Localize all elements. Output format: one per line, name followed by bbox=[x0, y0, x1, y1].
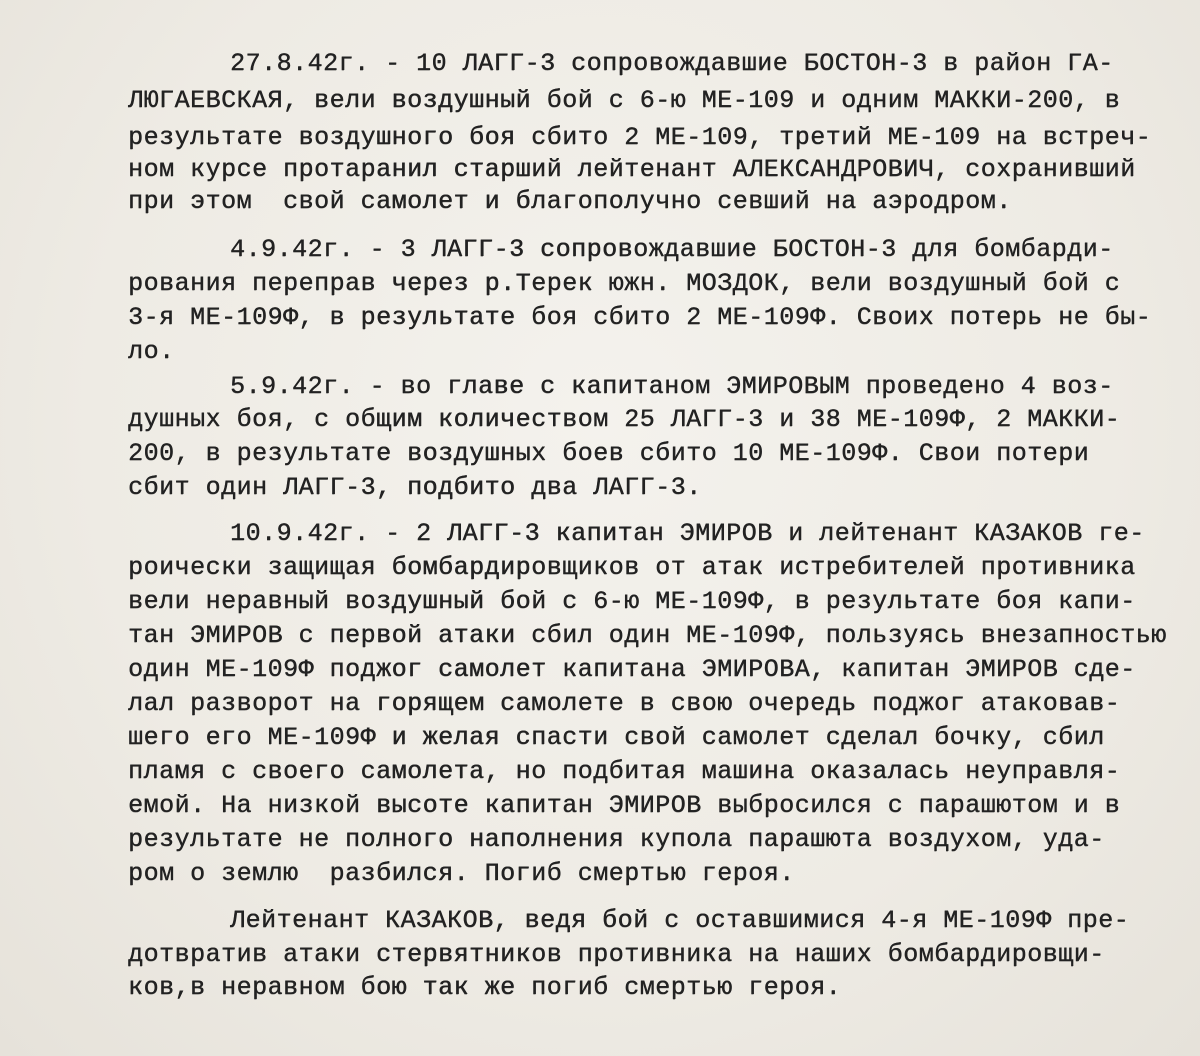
text-line: Лейтенант КАЗАКОВ, ведя бой с оставшимися 4-я МЕ-109Ф пре- bbox=[230, 906, 1130, 935]
text-line: ло. bbox=[128, 337, 175, 366]
text-line: роически защищая бомбардировщиков от атак истребителей противника bbox=[128, 553, 1136, 582]
text-line: ром о землю разбился. Погиб смертью героя. bbox=[128, 859, 795, 888]
text-line: лал разворот на горящем самолете в свою очередь поджог атаковав- bbox=[128, 689, 1121, 718]
text-line: 3-я МЕ-109Ф, в результате боя сбито 2 МЕ-109Ф. Своих потерь не бы- bbox=[128, 303, 1152, 332]
text-line: рования переправ через р.Терек южн. МОЗДОК, вели воздушный бой с bbox=[128, 269, 1121, 298]
text-line: емой. На низкой высоте капитан ЭМИРОВ выбросился с парашютом и в bbox=[128, 791, 1121, 820]
text-line: 27.8.42г. - 10 ЛАГГ-3 сопровождавшие БОСТОН-3 в район ГА- bbox=[230, 49, 1114, 78]
text-line: ЛЮГАЕВСКАЯ, вели воздушный бой с 6-ю МЕ-109 и одним МАККИ-200, в bbox=[128, 86, 1121, 115]
text-line: шего его МЕ-109Ф и желая спасти свой самолет сделал бочку, сбил bbox=[128, 723, 1105, 752]
text-line: ков,в неравном бою так же погиб смертью героя. bbox=[128, 973, 842, 1002]
text-line: 10.9.42г. - 2 ЛАГГ-3 капитан ЭМИРОВ и лейтенант КАЗАКОВ ге- bbox=[230, 519, 1145, 548]
text-line: результате не полного наполнения купола парашюта воздухом, уда- bbox=[128, 825, 1105, 854]
text-line: душных боя, с общим количеством 25 ЛАГГ-3 и 38 МЕ-109Ф, 2 МАККИ- bbox=[128, 405, 1121, 434]
text-line: результате воздушного боя сбито 2 МЕ-109, третий МЕ-109 на встреч- bbox=[128, 123, 1152, 152]
text-line: 4.9.42г. - 3 ЛАГГ-3 сопровождавшие БОСТОН-3 для бомбарди- bbox=[230, 235, 1114, 264]
text-line: ном курсе протаранил старший лейтенант АЛЕКСАНДРОВИЧ, сохранивший bbox=[128, 155, 1136, 184]
text-line: пламя с своего самолета, но подбитая машина оказалась неуправля- bbox=[128, 757, 1121, 786]
text-line: тан ЭМИРОВ с первой атаки сбил один МЕ-109Ф, пользуясь внезапностью bbox=[128, 621, 1167, 650]
text-line: при этом свой самолет и благополучно севший на аэродром. bbox=[128, 187, 1012, 216]
text-line: дотвратив атаки стервятников противника на наших бомбардировщи- bbox=[128, 940, 1105, 969]
text-line: сбит один ЛАГГ-3, подбито два ЛАГГ-3. bbox=[128, 473, 702, 502]
text-line: один МЕ-109Ф поджог самолет капитана ЭМИРОВА, капитан ЭМИРОВ сде- bbox=[128, 655, 1136, 684]
text-line: вели неравный воздушный бой с 6-ю МЕ-109Ф, в результате боя капи- bbox=[128, 587, 1136, 616]
text-line: 5.9.42г. - во главе с капитаном ЭМИРОВЫМ проведено 4 воз- bbox=[230, 372, 1114, 401]
text-line: 200, в результате воздушных боев сбито 10 МЕ-109Ф. Свои потери bbox=[128, 439, 1090, 468]
